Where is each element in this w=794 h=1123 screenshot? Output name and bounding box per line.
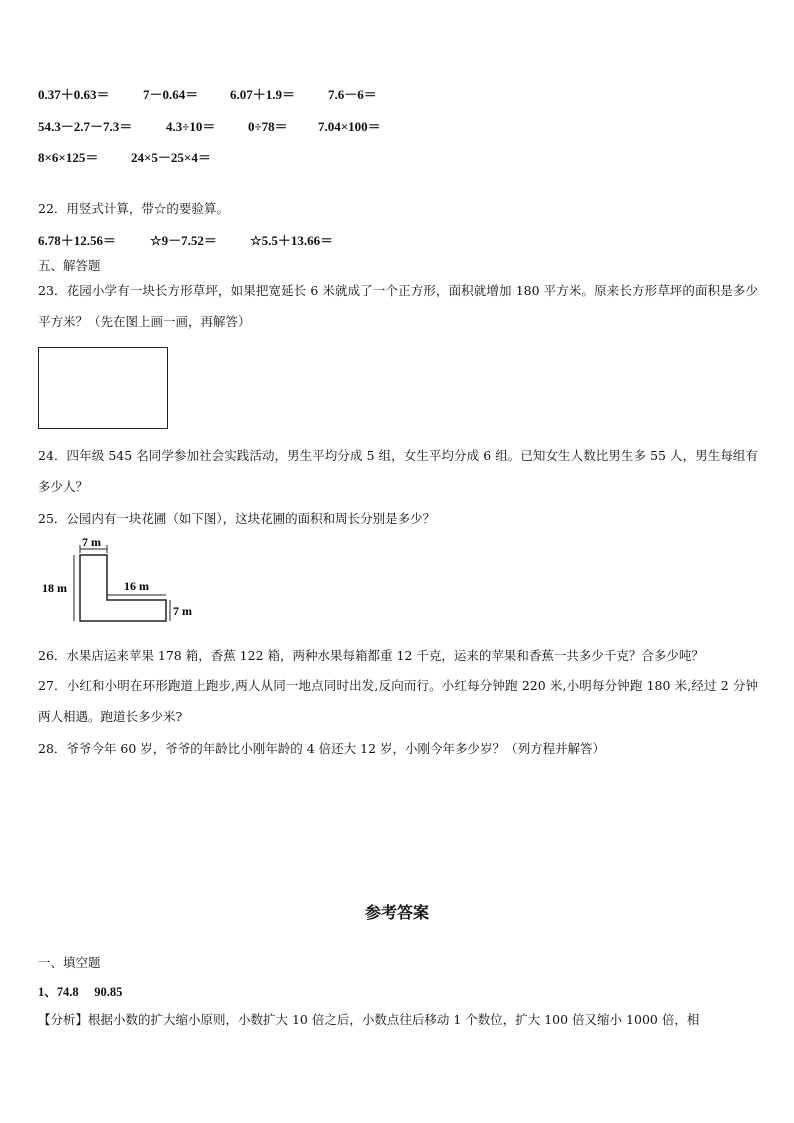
answer-1: 1、74.8 90.85 [38,985,123,999]
calc-item: 7－0.64＝ [143,87,199,102]
calc-item: 6.07＋1.9＝ [230,87,296,102]
calc-item: 0.37＋0.63＝ [38,87,110,102]
calc-item: 4.3÷10＝ [166,119,216,134]
answer-title: 参考答案 [364,903,429,922]
garden-figure [38,535,203,630]
calc-item: 7.04×100＝ [318,119,381,134]
question-22-title: 22．用竖式计算，带☆的要验算。 [38,201,229,216]
calc-item: 24×5－25×4＝ [131,150,211,165]
question-24: 24．四年级 545 名同学参加社会实践活动，男生平均分成 5 组，女生平均分成 6 组。已知女生人数比男生多 55 人，男生每组有多少人？ [38,448,758,494]
question-27: 27．小红和小明在环形跑道上跑步,两人从同一地点同时出发,反向而行。小红每分钟跑 220 米,小明每分钟跑 180 米,经过 2 分钟两人相遇。跑道长多少米? [38,678,758,724]
calc-item: 6.78＋12.56＝ [38,233,117,248]
calc-item: 7.6－6＝ [328,87,377,102]
calc-item: 54.3－2.7－7.3＝ [38,119,133,134]
dimension-left-label: 18 m [42,581,67,595]
answer-analysis: 【分析】根据小数的扩大缩小原则，小数扩大 10 倍之后，小数点往后移动 1 个数位，扩大 100 倍又缩小 1000 倍，相 [38,1012,700,1027]
question-23: 23．花园小学有一块长方形草坪，如果把宽延长 6 米就成了一个正方形，面积就增加 180 平方米。原来长方形草坪的面积是多少平方米？（先在图上画一画，再解答） [38,283,758,329]
question-25: 25．公园内有一块花圃（如下图），这块花圃的面积和周长分别是多少？ [38,511,436,526]
calc-item: 0÷78＝ [248,119,288,134]
question-26: 26．水果店运来苹果 178 箱，香蕉 122 箱，两种水果每箱都重 12 千克，运来的苹果和香蕉一共多少千克？合多少吨？ [38,648,704,663]
section-heading: 五、解答题 [38,258,101,273]
dimension-right-label: 7 m [173,604,192,618]
rectangle-figure [38,347,168,429]
answer-section-heading: 一、填空题 [38,955,101,970]
calc-item: ☆5.5＋13.66＝ [250,233,334,248]
dimension-top-label: 7 m [82,535,101,549]
calc-item: ☆9－7.52＝ [150,233,217,248]
question-28: 28．爷爷今年 60 岁，爷爷的年龄比小刚年龄的 4 倍还大 12 岁，小刚今年多少岁？（列方程并解答） [38,741,606,756]
calc-item: 8×6×125＝ [38,150,99,165]
dimension-middle-label: 16 m [124,579,149,593]
